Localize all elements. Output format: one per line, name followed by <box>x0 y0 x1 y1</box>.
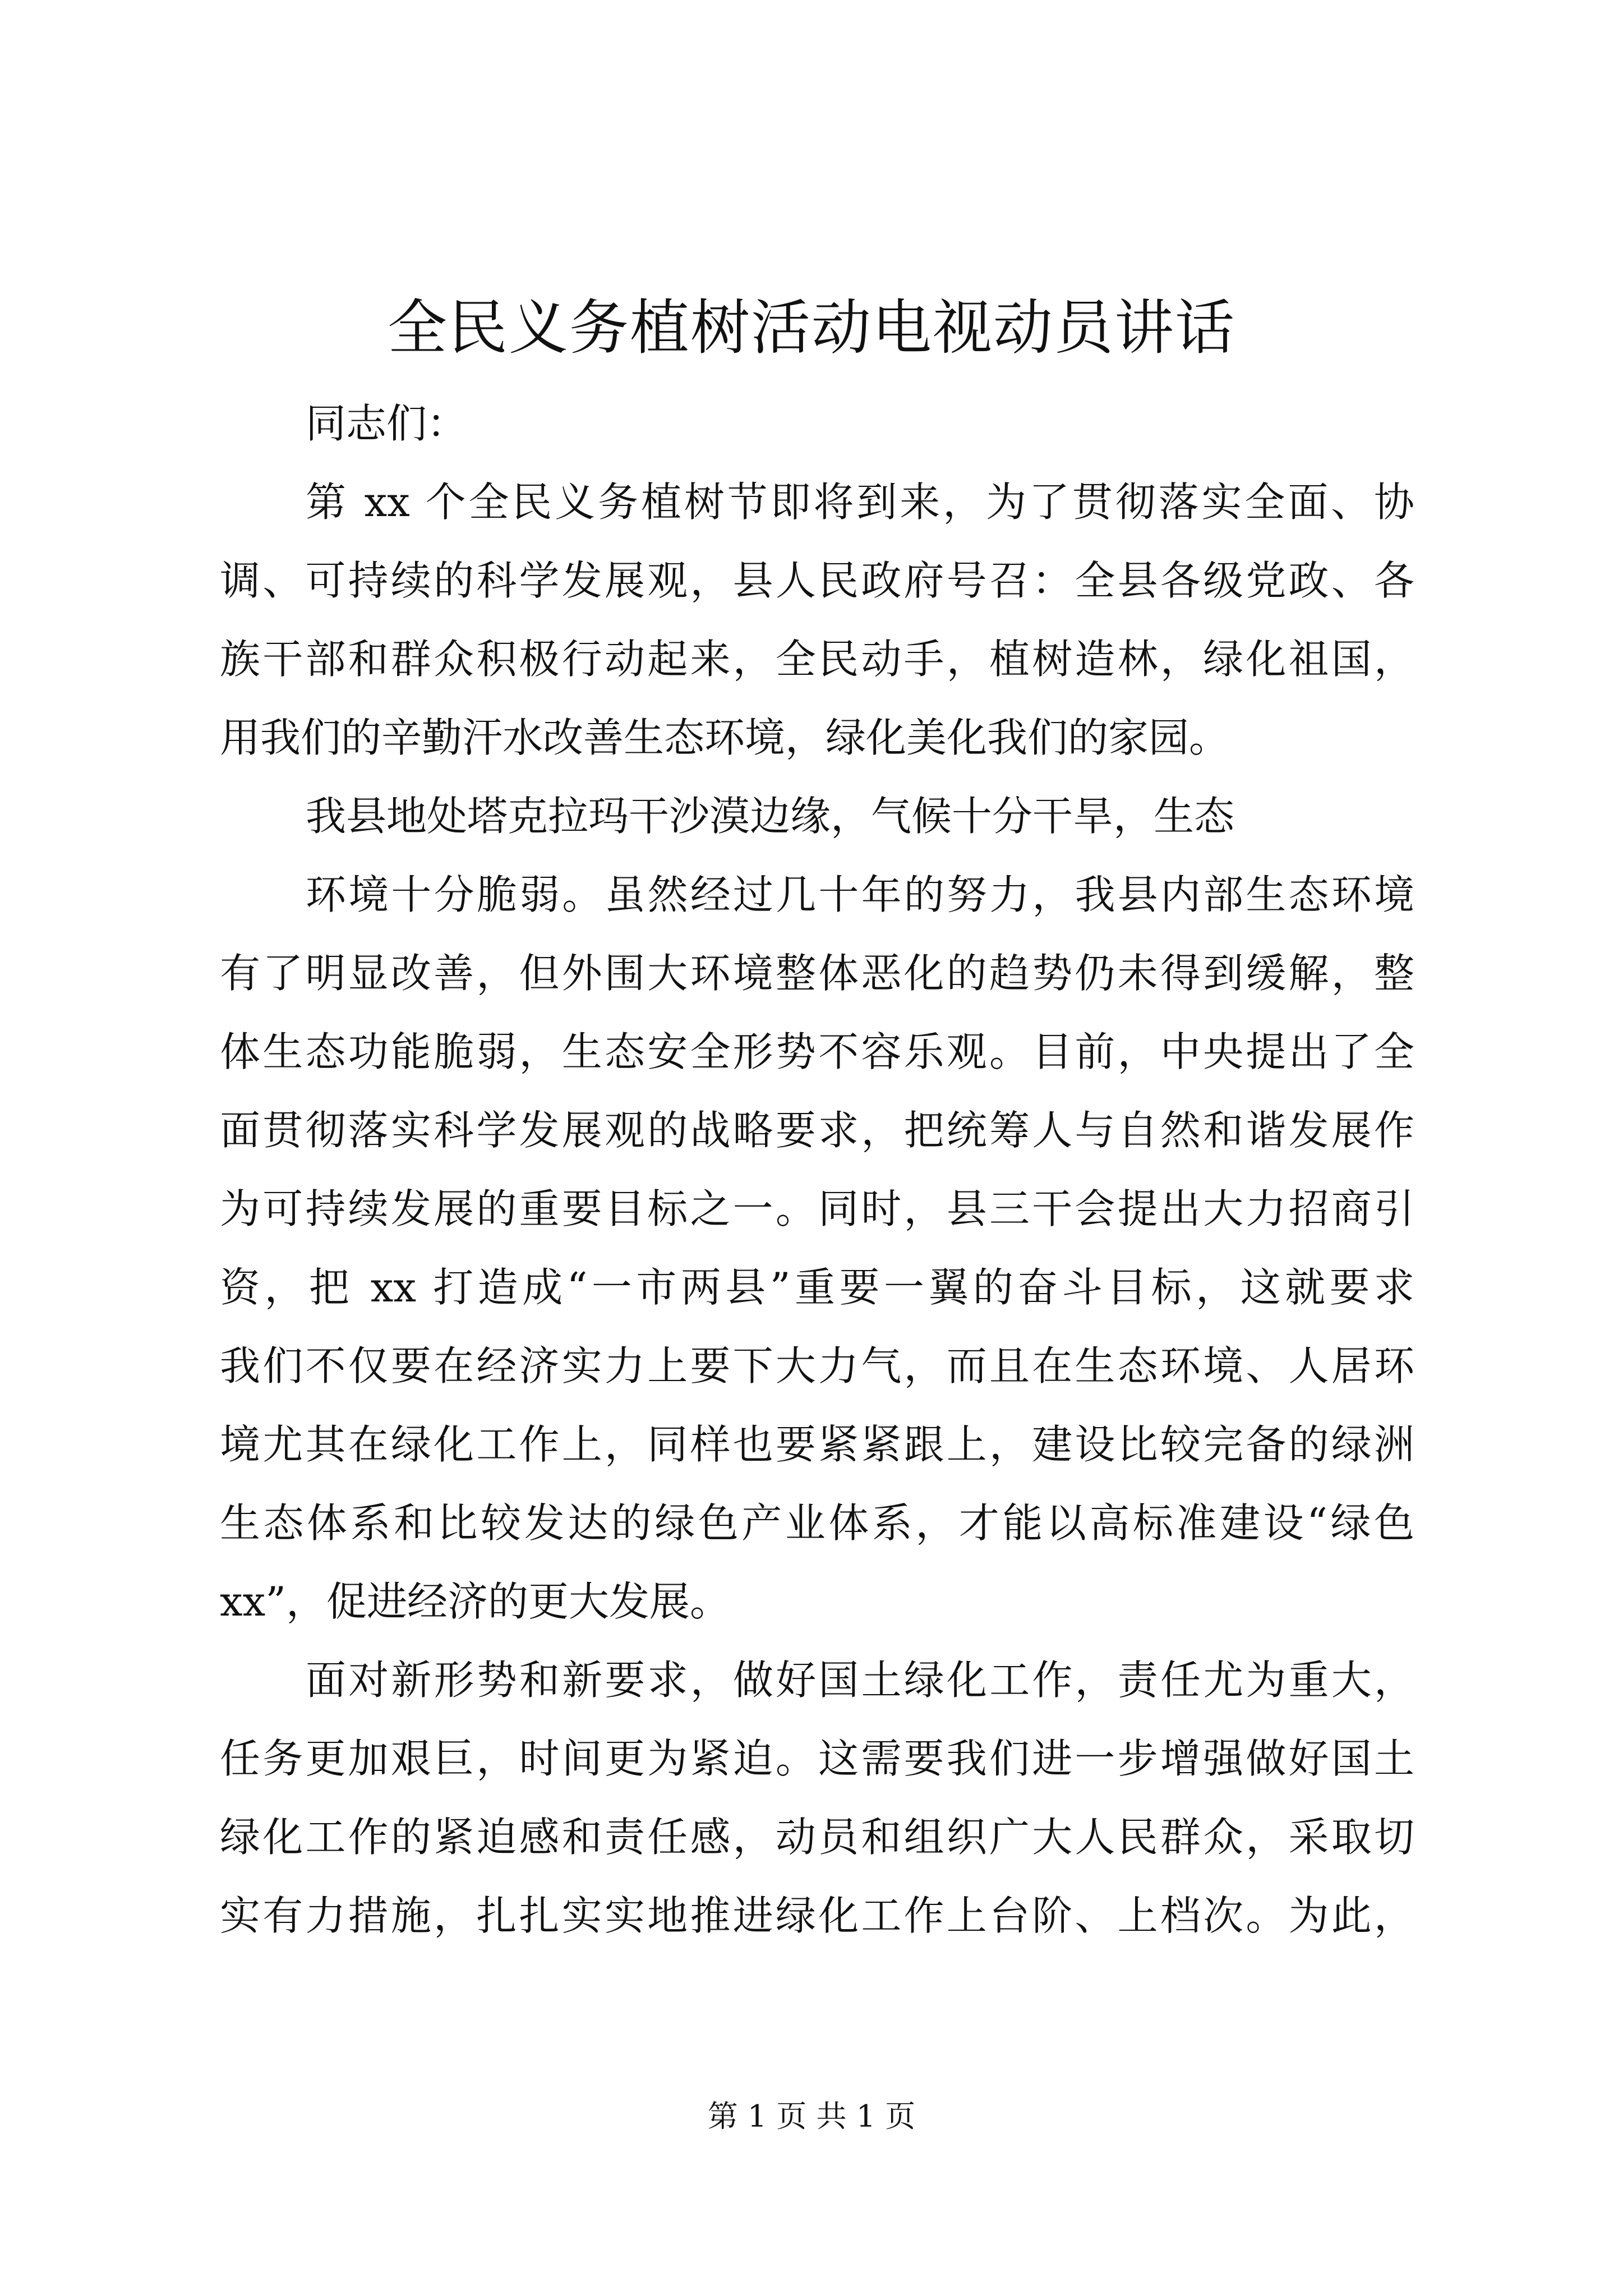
body-line: 第 xx 个全民义务植树节即将到来，为了贯彻落实全面、协 <box>306 478 1414 526</box>
body-line: 面对新形势和新要求，做好国土绿化工作，责任尤为重大， <box>306 1657 1414 1704</box>
document-title: 全民义务植树活动电视动员讲话 <box>388 293 1235 362</box>
body-line: 生态体系和比较发达的绿色产业体系，才能以高标准建设“绿色 <box>220 1499 1414 1547</box>
body-line: 有了明显改善，但外围大环境整体恶化的趋势仍未得到缓解，整 <box>220 950 1414 997</box>
body-line: 任务更加艰巨，时间更为紧迫。这需要我们进一步增强做好国土 <box>220 1735 1414 1782</box>
body-line: 用我们的辛勤汗水改善生态环境，绿化美化我们的家园。 <box>220 714 1230 761</box>
body-line: 环境十分脆弱。虽然经过几十年的努力，我县内部生态环境 <box>306 871 1414 918</box>
body-line: 资，把 xx 打造成“一市两县”重要一翼的奋斗目标，这就要求 <box>220 1264 1414 1311</box>
body-line: 为可持续发展的重要目标之一。同时，县三干会提出大力招商引 <box>220 1185 1414 1232</box>
body-line: xx”，促进经济的更大发展。 <box>220 1578 731 1625</box>
body-line: 实有力措施，扎扎实实地推进绿化工作上台阶、上档次。为此， <box>220 1892 1414 1939</box>
body-line: 族干部和群众积极行动起来，全民动手，植树造林，绿化祖国， <box>220 636 1414 683</box>
page-footer: 第 1 页 共 1 页 <box>707 2099 916 2134</box>
body-line: 绿化工作的紧迫感和责任感，动员和组织广大人民群众，采取切 <box>220 1814 1414 1861</box>
body-line: 体生态功能脆弱，生态安全形势不容乐观。目前，中央提出了全 <box>220 1028 1414 1075</box>
body-line: 我县地处塔克拉玛干沙漠边缘，气候十分干旱，生态 <box>306 793 1235 840</box>
body-line: 调、可持续的科学发展观，县人民政府号召：全县各级党政、各 <box>220 557 1414 604</box>
body-line: 面贯彻落实科学发展观的战略要求，把统筹人与自然和谐发展作 <box>220 1107 1414 1154</box>
salutation-line: 同志们： <box>306 400 468 447</box>
body-line: 境尤其在绿化工作上，同样也要紧紧跟上，建设比较完备的绿洲 <box>220 1421 1414 1468</box>
body-line: 我们不仅要在经济实力上要下大力气，而且在生态环境、人居环 <box>220 1342 1414 1389</box>
